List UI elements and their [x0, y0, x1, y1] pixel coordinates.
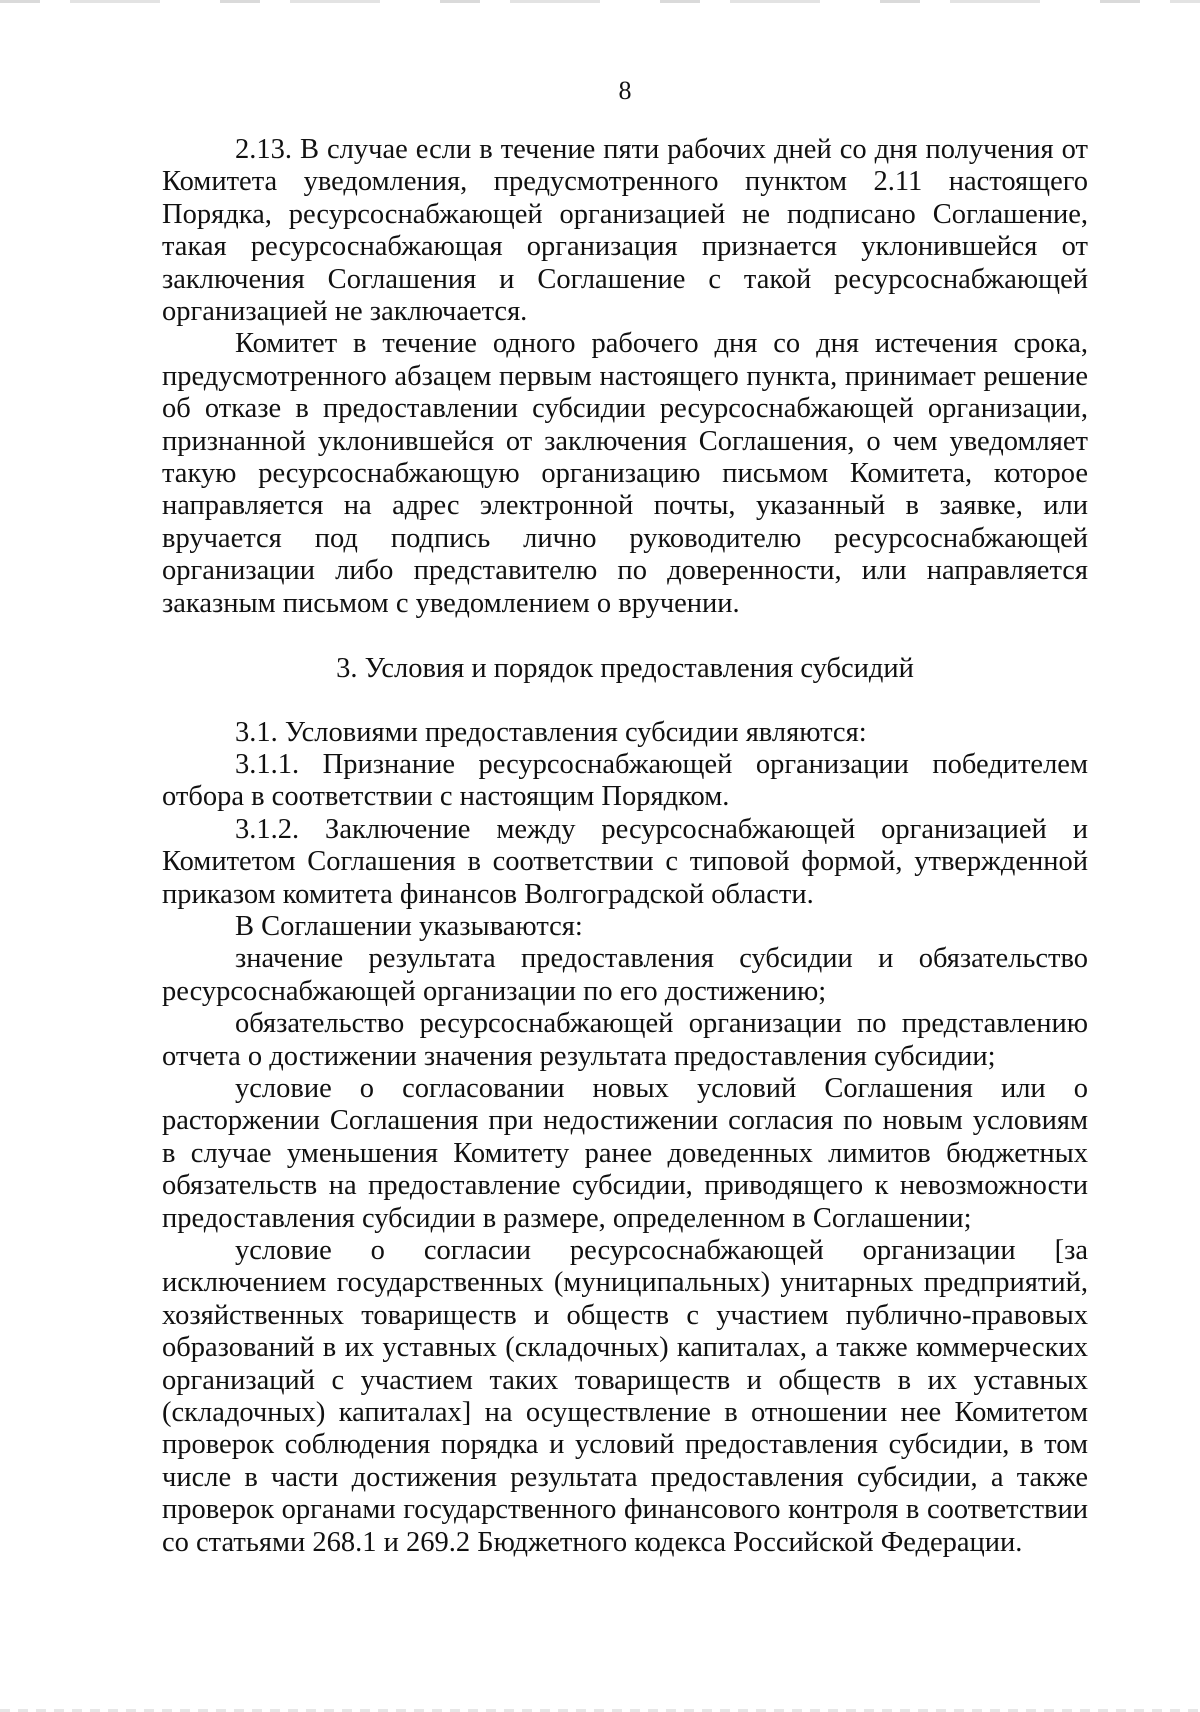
paragraph-consent-inspections: условие о согласии ресурсоснабжающей организации [за исключением государственных (муниципальных) унитарных предприятий, хозяйственных товариществ и обществ с участием публично-правовых образований в их уставных (складочных) капиталах, а также коммерческих организаций с участием таких товариществ и обществ в их уставных (складочных) капиталах] на осуществление в отношении нее Комитетом проверок соблюдения порядка и условий предоставления субсидии, в том числе в части достижения результата предоставления субсидии, а также проверок органами государственного финансового контроля в соответствии со статьями 268.1 и 269.2 Бюджетного кодекса Российской Федерации.	[162, 1235, 1088, 1558]
paragraph-3-1: 3.1. Условиями предоставления субсидии являются:	[235, 716, 867, 748]
paragraph-agreement-contents: В Соглашении указываются:	[235, 910, 583, 942]
paragraph-3-1-2: 3.1.2. Заключение между ресурсоснабжающей организацией и Комитетом Соглашения в соответствии с типовой формой, утвержденной приказом комитета финансов Волгоградской области.	[162, 813, 1088, 910]
paragraph-new-conditions: условие о согласовании новых условий Соглашения или о расторжении Соглашения при недостижении согласия по новым условиям в случае уменьшения Комитету ранее доведенных лимитов бюджетных обязательств на предоставление субсидии, приводящего к невозможности предоставления субсидии в размере, определенном в Соглашении;	[162, 1072, 1088, 1234]
document-body	[162, 134, 1088, 1559]
page-number: 8	[618, 76, 632, 105]
scan-edge-top	[0, 0, 1200, 3]
paragraph-2-13: 2.13. В случае если в течение пяти рабочих дней со дня получения от Комитета уведомления, предусмотренного пунктом 2.11 настоящего Порядка, ресурсоснабжающей организацией не подписано Соглашение, такая ресурсоснабжающая организация признается уклонившейся от заключения Соглашения и Соглашение с такой ресурсоснабжающей организацией не заключается.	[162, 134, 1088, 328]
paragraph-result-value: значение результата предоставления субсидии и обязательство ресурсоснабжающей организации по его достижению;	[162, 943, 1088, 1007]
paragraph-3-1-1: 3.1.1. Признание ресурсоснабжающей организации победителем отбора в соответствии с настоящим Порядком.	[162, 748, 1088, 813]
section-heading: 3. Условия и порядок предоставления субсидий	[336, 653, 914, 685]
paragraph-committee-refusal: Комитет в течение одного рабочего дня со дня истечения срока, предусмотренного абзацем первым настоящего пункта, принимает решение об отказе в предоставлении субсидии ресурсоснабжающей организации, признанной уклонившейся от заключения Соглашения, о чем уведомляет такую ресурсоснабжающую организацию письмом Комитета, которое направляется на адрес электронной почты, указанный в заявке, или вручается под подпись лично руководителю ресурсоснабжающей организации либо представителю по доверенности, или направляется заказным письмом с уведомлением о вручении.	[162, 328, 1088, 619]
paragraph-report-obligation: обязательство ресурсоснабжающей организации по представлению отчета о достижении значения результата предоставления субсидии;	[162, 1008, 1088, 1072]
